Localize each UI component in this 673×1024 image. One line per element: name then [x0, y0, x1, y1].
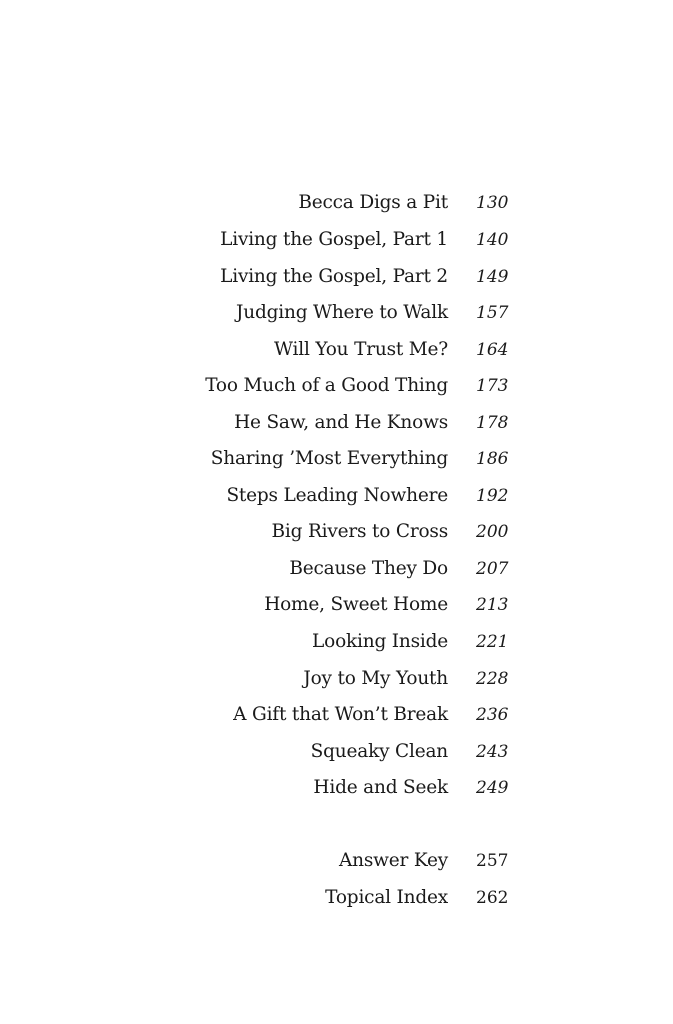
entry-title: Topical Index: [325, 887, 448, 908]
toc-entry: [0, 664, 673, 694]
entry-title: He Saw, and He Knows: [234, 412, 448, 433]
toc-entry: [0, 298, 673, 328]
entry-page-number: 178: [476, 413, 509, 433]
entry-page-number: 164: [476, 340, 509, 360]
toc-entry: [0, 481, 673, 511]
toc-entry: [0, 335, 673, 365]
entry-page-number: 236: [476, 705, 509, 725]
entry-title: Becca Digs a Pit: [298, 192, 448, 213]
entry-page-number: 262: [476, 888, 509, 908]
entry-title: A Gift that Won’t Break: [233, 704, 448, 725]
toc-entry: [0, 444, 673, 474]
entry-title: Judging Where to Walk: [236, 302, 448, 323]
back-matter-entry: [0, 846, 673, 876]
toc-entry: [0, 262, 673, 292]
entry-title: Hide and Seek: [313, 777, 448, 798]
entry-page-number: 149: [476, 267, 509, 287]
entry-page-number: 213: [476, 595, 509, 615]
toc-entry: [0, 700, 673, 730]
entry-title: Squeaky Clean: [310, 741, 448, 762]
entry-title: Too Much of a Good Thing: [205, 375, 448, 396]
entry-page-number: 207: [476, 559, 509, 579]
entry-page-number: 249: [476, 778, 509, 798]
entry-page-number: 200: [476, 522, 509, 542]
toc-entry: [0, 554, 673, 584]
toc-entry: [0, 737, 673, 767]
entry-page-number: 257: [476, 851, 509, 871]
toc-entry: [0, 225, 673, 255]
entry-page-number: 173: [476, 376, 509, 396]
entry-page-number: 140: [476, 230, 509, 250]
toc-entry: [0, 371, 673, 401]
entry-page-number: 192: [476, 486, 509, 506]
entry-title: Looking Inside: [312, 631, 448, 652]
toc-entry: [0, 517, 673, 547]
entry-page-number: 157: [476, 303, 509, 323]
entry-title: Joy to My Youth: [303, 668, 448, 689]
entry-title: Will You Trust Me?: [274, 339, 448, 360]
entry-page-number: 130: [476, 193, 509, 213]
entry-title: Living the Gospel, Part 1: [220, 229, 448, 250]
entry-title: Because They Do: [289, 558, 448, 579]
entry-title: Living the Gospel, Part 2: [220, 266, 448, 287]
entry-title: Answer Key: [338, 850, 448, 871]
back-matter-entry: [0, 883, 673, 913]
entry-page-number: 228: [476, 669, 509, 689]
toc-entry: [0, 773, 673, 803]
entry-page-number: 186: [476, 449, 509, 469]
toc-entry: [0, 188, 673, 218]
toc-entry: [0, 590, 673, 620]
entry-title: Steps Leading Nowhere: [226, 485, 448, 506]
entry-title: Home, Sweet Home: [264, 594, 448, 615]
entry-page-number: 243: [476, 742, 509, 762]
entry-title: Sharing ’Most Everything: [210, 448, 448, 469]
entry-title: Big Rivers to Cross: [271, 521, 448, 542]
entry-page-number: 221: [476, 632, 509, 652]
toc-entry: [0, 408, 673, 438]
toc-entry: [0, 627, 673, 657]
